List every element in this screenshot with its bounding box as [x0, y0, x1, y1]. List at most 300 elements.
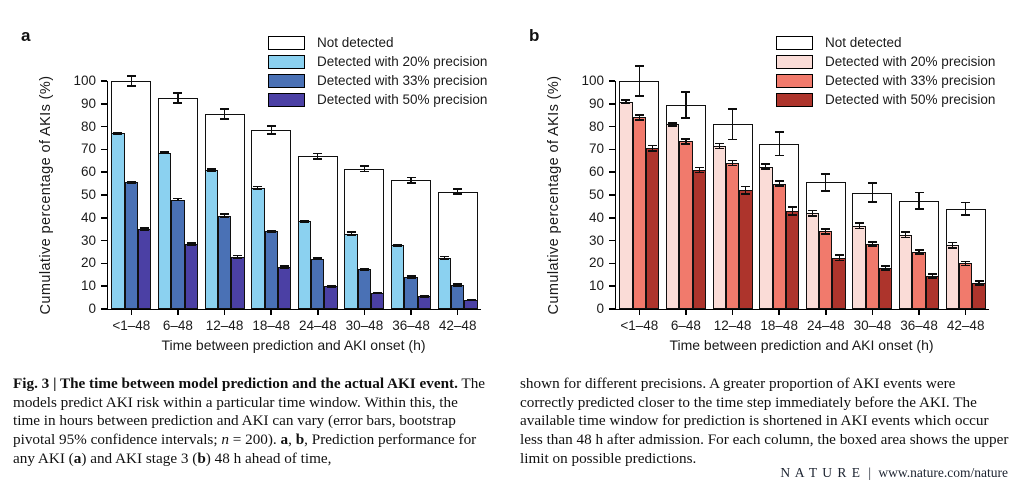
- caption-fig-label: Fig. 3 | The time between model prediction and the actual AKI event.: [13, 375, 458, 393]
- detected-with-33-precision-bar: [451, 285, 464, 309]
- detected-with-20-precision-error-bar: [901, 231, 910, 238]
- not-detected-error-bar: [360, 165, 369, 172]
- not-detected-error-bar: [127, 75, 136, 86]
- error-bar-cap: [467, 299, 476, 301]
- error-bar-cap: [393, 245, 402, 247]
- x-axis-label: Time between prediction and AKI onset (h): [669, 337, 934, 353]
- legend-swatch-detected-with-20-precision: [268, 55, 305, 69]
- caption-text: b: [295, 430, 305, 448]
- error-bar-cap: [253, 189, 262, 191]
- not-detected-error-bar: [915, 192, 924, 210]
- x-tick-label: 6–48: [162, 318, 193, 333]
- detected-with-33-precision-bar: [171, 200, 184, 309]
- detected-with-33-precision-bar: [959, 263, 972, 309]
- detected-with-20-precision-bar: [852, 226, 865, 309]
- x-tick: [270, 309, 272, 315]
- error-bar-cap: [961, 265, 970, 267]
- y-tick-label: 30: [588, 232, 604, 248]
- detected-with-50-precision-error-bar: [788, 206, 797, 215]
- detected-with-20-precision-bar: [298, 221, 311, 309]
- error-bar-line: [732, 108, 733, 140]
- detected-with-33-precision-bar: [866, 244, 879, 309]
- error-bar-cap: [327, 286, 336, 288]
- error-bar-cap: [761, 168, 770, 170]
- caption-text: n: [221, 430, 229, 448]
- y-tick-label: 100: [581, 73, 604, 88]
- error-bar-cap: [975, 284, 984, 286]
- x-tick: [177, 309, 179, 315]
- x-tick-label: 12–48: [713, 318, 752, 333]
- not-detected-error-bar: [453, 188, 462, 195]
- x-tick: [685, 309, 687, 315]
- y-tick: [101, 263, 107, 265]
- detected-with-33-precision-error-bar: [635, 114, 644, 121]
- y-tick-label: 40: [80, 209, 96, 225]
- detected-with-50-precision-error-bar: [881, 265, 890, 270]
- error-bar-cap: [220, 118, 229, 120]
- detected-with-50-precision-error-bar: [648, 145, 657, 152]
- error-bar-cap: [440, 258, 449, 260]
- x-tick: [778, 309, 780, 315]
- y-tick-label: 10: [80, 278, 96, 294]
- error-bar-cap: [373, 293, 382, 295]
- error-bar-cap: [267, 133, 276, 135]
- legend-item-not-detected: [776, 33, 995, 52]
- detected-with-33-precision-error-bar: [360, 268, 369, 271]
- detected-with-33-precision-bar: [265, 231, 278, 309]
- error-bar-line: [825, 173, 826, 191]
- x-tick-label: 30–48: [345, 318, 384, 333]
- error-bar-cap: [668, 125, 677, 127]
- error-bar-cap: [881, 269, 890, 271]
- y-tick-label: 100: [73, 73, 96, 88]
- y-tick-label: 10: [588, 278, 604, 294]
- detected-with-20-precision-error-bar: [855, 222, 864, 229]
- detected-with-20-precision-error-bar: [253, 186, 262, 191]
- panel-a: [0, 0, 508, 358]
- x-tick: [457, 309, 459, 315]
- error-bar-cap: [160, 153, 169, 155]
- detected-with-50-precision-error-bar: [140, 227, 149, 232]
- y-tick-label: 40: [588, 209, 604, 225]
- error-bar-cap: [741, 193, 750, 195]
- legend-swatch-detected-with-20-precision: [776, 55, 813, 69]
- footer-separator: |: [868, 465, 872, 480]
- x-tick: [131, 309, 133, 315]
- legend-item-not-detected: [268, 33, 487, 52]
- error-bar-cap: [187, 244, 196, 246]
- detected-with-20-precision-error-bar: [347, 231, 356, 236]
- x-tick: [317, 309, 319, 315]
- caption-text: b: [197, 449, 206, 467]
- legend-item-detected-with-20-precision: [776, 52, 995, 71]
- figure-caption-right: [520, 375, 1010, 468]
- error-bar-cap: [948, 247, 957, 249]
- y-tick: [101, 285, 107, 287]
- error-bar-cap: [127, 183, 136, 185]
- y-tick-label: 70: [588, 141, 604, 157]
- error-bar-cap: [728, 139, 737, 141]
- journal-name: N A T U R E: [780, 465, 861, 480]
- detected-with-20-precision-error-bar: [668, 122, 677, 127]
- y-tick: [609, 194, 615, 196]
- detected-with-20-precision-error-bar: [440, 256, 449, 260]
- detected-with-33-precision-error-bar: [407, 275, 416, 278]
- legend-label: Detected with 33% precision: [825, 73, 996, 88]
- panel-b-label: b: [529, 26, 540, 45]
- detected-with-33-precision-bar: [819, 231, 832, 309]
- x-tick: [965, 309, 967, 315]
- detected-with-50-precision-error-bar: [280, 265, 289, 269]
- detected-with-33-precision-bar: [633, 117, 646, 309]
- error-bar-cap: [207, 170, 216, 172]
- y-tick-label: 20: [80, 255, 96, 271]
- y-tick: [609, 308, 615, 310]
- error-bar-line: [872, 182, 873, 203]
- legend-label: Detected with 50% precision: [825, 92, 996, 107]
- x-tick-label: 18–48: [252, 318, 290, 333]
- y-tick: [609, 217, 615, 219]
- detected-with-50-precision-bar: [972, 283, 985, 309]
- detected-with-20-precision-bar: [806, 213, 819, 309]
- detected-with-50-precision-bar: [324, 286, 337, 309]
- detected-with-20-precision-error-bar: [207, 168, 216, 171]
- detected-with-33-precision-error-bar: [313, 257, 322, 260]
- error-bar-cap: [821, 190, 830, 192]
- error-bar-cap: [360, 269, 369, 271]
- error-bar-cap: [775, 155, 784, 157]
- detected-with-50-precision-error-bar: [187, 242, 196, 246]
- x-tick-label: 36–48: [900, 318, 938, 333]
- y-tick: [101, 103, 107, 105]
- y-tick: [609, 126, 615, 128]
- detected-with-20-precision-error-bar: [808, 210, 817, 217]
- detected-with-50-precision-bar: [646, 148, 659, 309]
- y-tick: [101, 126, 107, 128]
- legend-label: Not detected: [825, 35, 902, 50]
- detected-with-20-precision-error-bar: [393, 244, 402, 247]
- detected-with-50-precision-bar: [231, 257, 244, 309]
- error-bar-cap: [267, 232, 276, 234]
- detected-with-50-precision-error-bar: [695, 167, 704, 174]
- detected-with-20-precision-bar: [713, 146, 726, 309]
- detected-with-33-precision-bar: [912, 252, 925, 309]
- x-tick: [918, 309, 920, 315]
- caption-text: shown for different precisions. A greater proportion of AKI events were correctly predicted closer to the time step immediately before the AKI. The available time window for prediction is shortened in AKI events which occur less than 48 h after admission. For each column, the boxed area shows the upper limit on possible predictions.: [520, 375, 1009, 467]
- detected-with-33-precision-bar: [358, 269, 371, 309]
- detected-with-20-precision-error-bar: [160, 151, 169, 154]
- detected-with-20-precision-error-bar: [113, 132, 122, 135]
- detected-with-50-precision-error-bar: [420, 295, 429, 297]
- error-bar-cap: [280, 267, 289, 269]
- not-detected-error-bar: [775, 131, 784, 156]
- y-tick-label: 70: [80, 141, 96, 157]
- error-bar-cap: [233, 257, 242, 259]
- error-bar-cap: [961, 214, 970, 216]
- error-bar-cap: [775, 185, 784, 187]
- not-detected-error-bar: [868, 182, 877, 203]
- not-detected-error-bar: [728, 108, 737, 140]
- detected-with-33-precision-bar: [726, 163, 739, 309]
- detected-with-20-precision-bar: [619, 102, 632, 309]
- detected-with-20-precision-bar: [344, 234, 357, 309]
- error-bar-cap: [407, 277, 416, 279]
- error-bar-cap: [407, 182, 416, 184]
- detected-with-20-precision-bar: [111, 133, 124, 309]
- detected-with-33-precision-bar: [311, 259, 324, 309]
- error-bar-cap: [313, 158, 322, 160]
- y-tick: [101, 240, 107, 242]
- error-bar-cap: [808, 215, 817, 217]
- y-tick: [609, 240, 615, 242]
- legend-label: Detected with 33% precision: [317, 73, 488, 88]
- not-detected-error-bar: [173, 92, 182, 103]
- detected-with-33-precision-error-bar: [868, 241, 877, 246]
- detected-with-20-precision-bar: [666, 124, 679, 309]
- y-tick-label: 0: [88, 301, 96, 316]
- detected-with-20-precision-bar: [251, 188, 264, 309]
- error-bar-cap: [928, 277, 937, 279]
- detected-with-33-precision-error-bar: [775, 180, 784, 187]
- x-tick: [364, 309, 366, 315]
- caption-text: ,: [288, 430, 296, 448]
- not-detected-error-bar: [681, 91, 690, 118]
- y-tick-label: 50: [80, 187, 96, 202]
- detected-with-33-precision-error-bar: [453, 283, 462, 286]
- detected-with-50-precision-bar: [185, 244, 198, 309]
- error-bar-cap: [648, 150, 657, 152]
- detected-with-50-precision-error-bar: [327, 285, 336, 288]
- y-tick: [101, 149, 107, 151]
- caption-text: ) and AKI stage 3 (: [81, 449, 198, 467]
- detected-with-33-precision-error-bar: [961, 261, 970, 266]
- detected-with-50-precision-error-bar: [975, 280, 984, 285]
- detected-with-50-precision-error-bar: [835, 254, 844, 261]
- error-bar-cap: [728, 165, 737, 167]
- caption-text: a: [280, 430, 289, 448]
- y-tick-label: 80: [80, 118, 96, 134]
- y-tick: [609, 171, 615, 173]
- legend-item-detected-with-20-precision: [268, 52, 487, 71]
- detected-with-20-precision-bar: [899, 235, 912, 309]
- detected-with-33-precision-error-bar: [127, 181, 136, 185]
- caption-text: , Prediction performance for any AKI (: [13, 430, 477, 467]
- y-tick-label: 30: [80, 232, 96, 248]
- legend-label: Detected with 50% precision: [317, 92, 488, 107]
- x-tick-label: 36–48: [392, 318, 430, 333]
- detected-with-20-precision-bar: [438, 258, 451, 309]
- detected-with-20-precision-error-bar: [761, 163, 770, 170]
- x-tick-label: 42–48: [946, 318, 985, 333]
- error-bar-cap: [360, 171, 369, 173]
- detected-with-20-precision-bar: [205, 170, 218, 309]
- caption-text: ) 48 h ahead of time,: [205, 449, 332, 467]
- error-bar-cap: [788, 214, 797, 216]
- detected-with-50-precision-bar: [418, 296, 431, 309]
- detected-with-33-precision-error-bar: [267, 230, 276, 234]
- error-bar-cap: [220, 216, 229, 218]
- x-tick-label: 24–48: [807, 318, 845, 333]
- figure-caption-left: [13, 375, 487, 468]
- error-bar-cap: [113, 133, 122, 135]
- detected-with-33-precision-error-bar: [821, 228, 830, 235]
- detected-with-50-precision-bar: [278, 267, 291, 309]
- detected-with-33-precision-bar: [404, 277, 417, 309]
- detected-with-50-precision-bar: [879, 268, 892, 309]
- detected-with-50-precision-bar: [926, 276, 939, 309]
- x-tick: [872, 309, 874, 315]
- not-detected-error-bar: [821, 173, 830, 191]
- y-tick: [101, 217, 107, 219]
- detected-with-20-precision-error-bar: [715, 143, 724, 150]
- error-bar-cap: [835, 260, 844, 262]
- detected-with-50-precision-error-bar: [928, 273, 937, 278]
- error-bar-cap: [821, 233, 830, 235]
- not-detected-error-bar: [220, 108, 229, 119]
- detected-with-20-precision-bar: [946, 245, 959, 309]
- error-bar-cap: [140, 230, 149, 232]
- x-tick: [224, 309, 226, 315]
- detected-with-33-precision-bar: [218, 216, 231, 309]
- panel-a-label: a: [21, 26, 31, 45]
- error-bar-cap: [901, 237, 910, 239]
- detected-with-20-precision-bar: [391, 245, 404, 309]
- x-tick-label: 30–48: [853, 318, 892, 333]
- y-tick-label: 80: [588, 118, 604, 134]
- error-bar-line: [639, 65, 640, 97]
- legend-label: Not detected: [317, 35, 394, 50]
- x-tick-label: 6–48: [670, 318, 701, 333]
- y-tick: [101, 80, 107, 82]
- detected-with-50-precision-error-bar: [467, 299, 476, 301]
- error-bar-cap: [173, 102, 182, 104]
- detected-with-50-precision-bar: [138, 229, 151, 309]
- not-detected-error-bar: [635, 65, 644, 97]
- not-detected-error-bar: [313, 153, 322, 160]
- detected-with-20-precision-error-bar: [300, 220, 309, 223]
- detected-with-50-precision-bar: [693, 170, 706, 309]
- detected-with-50-precision-bar: [464, 300, 477, 309]
- detected-with-50-precision-bar: [786, 211, 799, 309]
- detected-with-50-precision-error-bar: [741, 186, 750, 195]
- not-detected-error-bar: [267, 125, 276, 134]
- legend-swatch-not-detected: [776, 36, 813, 50]
- error-bar-cap: [681, 143, 690, 145]
- x-tick-label: 24–48: [299, 318, 337, 333]
- journal-url: www.nature.com/nature: [878, 465, 1008, 480]
- error-bar-cap: [635, 119, 644, 121]
- y-tick: [101, 171, 107, 173]
- not-detected-error-bar: [407, 177, 416, 184]
- y-tick: [101, 308, 107, 310]
- x-tick: [639, 309, 641, 315]
- x-tick-label: 18–48: [760, 318, 798, 333]
- detected-with-50-precision-bar: [371, 293, 384, 309]
- detected-with-33-precision-error-bar: [173, 198, 182, 202]
- detected-with-20-precision-bar: [158, 153, 171, 309]
- detected-with-33-precision-error-bar: [681, 138, 690, 145]
- detected-with-33-precision-bar: [679, 141, 692, 309]
- error-bar-cap: [868, 245, 877, 247]
- journal-footer: [780, 465, 1008, 481]
- error-bar-line: [918, 192, 919, 210]
- y-axis-label: Cumulative percentage of AKIs (%): [38, 75, 54, 315]
- y-tick: [609, 285, 615, 287]
- y-tick: [609, 149, 615, 151]
- y-tick: [609, 80, 615, 82]
- error-bar-cap: [300, 221, 309, 223]
- detected-with-20-precision-error-bar: [621, 99, 630, 104]
- error-bar-cap: [868, 201, 877, 203]
- x-tick: [410, 309, 412, 315]
- error-bar-cap: [453, 285, 462, 287]
- detected-with-20-precision-error-bar: [948, 242, 957, 249]
- detected-with-33-precision-bar: [125, 182, 138, 309]
- error-bar-cap: [681, 117, 690, 119]
- caption-text: a: [73, 449, 82, 467]
- y-tick-label: 90: [588, 95, 604, 111]
- x-tick: [825, 309, 827, 315]
- error-bar-line: [779, 131, 780, 156]
- error-bar-cap: [635, 95, 644, 97]
- error-bar-cap: [915, 208, 924, 210]
- detected-with-33-precision-error-bar: [220, 213, 229, 218]
- not-detected-error-bar: [961, 202, 970, 216]
- detected-with-50-precision-bar: [739, 190, 752, 309]
- x-tick-label: <1–48: [112, 318, 151, 333]
- y-tick-label: 60: [588, 164, 604, 180]
- error-bar-cap: [695, 172, 704, 174]
- error-bar-cap: [715, 148, 724, 150]
- caption-text: The models predict AKI risk within a particular time window. Within this, the time in hours between prediction and AKI can vary (error bars, bootstrap pivotal 95% confidence intervals;: [13, 375, 486, 448]
- detected-with-50-precision-error-bar: [373, 292, 382, 295]
- detected-with-50-precision-bar: [832, 258, 845, 309]
- legend-label: Detected with 20% precision: [825, 54, 996, 69]
- error-bar-cap: [313, 259, 322, 261]
- legend-label: Detected with 20% precision: [317, 54, 488, 69]
- error-bar-cap: [173, 200, 182, 202]
- y-tick-label: 0: [596, 301, 604, 316]
- error-bar-cap: [621, 102, 630, 104]
- detected-with-50-precision-error-bar: [233, 255, 242, 259]
- x-tick-label: <1–48: [620, 318, 659, 333]
- error-bar-cap: [420, 296, 429, 298]
- x-axis-label: Time between prediction and AKI onset (h): [161, 337, 426, 353]
- x-tick-label: 12–48: [205, 318, 244, 333]
- y-tick: [101, 194, 107, 196]
- error-bar-cap: [915, 253, 924, 255]
- y-tick: [609, 263, 615, 265]
- error-bar-line: [685, 91, 686, 118]
- error-bar-cap: [855, 228, 864, 230]
- error-bar-cap: [127, 85, 136, 87]
- panel-b: [508, 0, 1016, 358]
- y-axis-label: Cumulative percentage of AKIs (%): [546, 75, 562, 315]
- detected-with-33-precision-error-bar: [915, 249, 924, 254]
- detected-with-33-precision-bar: [773, 184, 786, 309]
- y-tick-label: 20: [588, 255, 604, 271]
- x-tick-label: 42–48: [438, 318, 477, 333]
- legend-swatch-not-detected: [268, 36, 305, 50]
- y-tick-label: 50: [588, 187, 604, 202]
- error-bar-cap: [347, 234, 356, 236]
- y-tick-label: 90: [80, 95, 96, 111]
- y-tick: [609, 103, 615, 105]
- error-bar-cap: [453, 193, 462, 195]
- detected-with-20-precision-bar: [759, 167, 772, 310]
- x-tick: [732, 309, 734, 315]
- caption-text: = 200).: [228, 430, 281, 448]
